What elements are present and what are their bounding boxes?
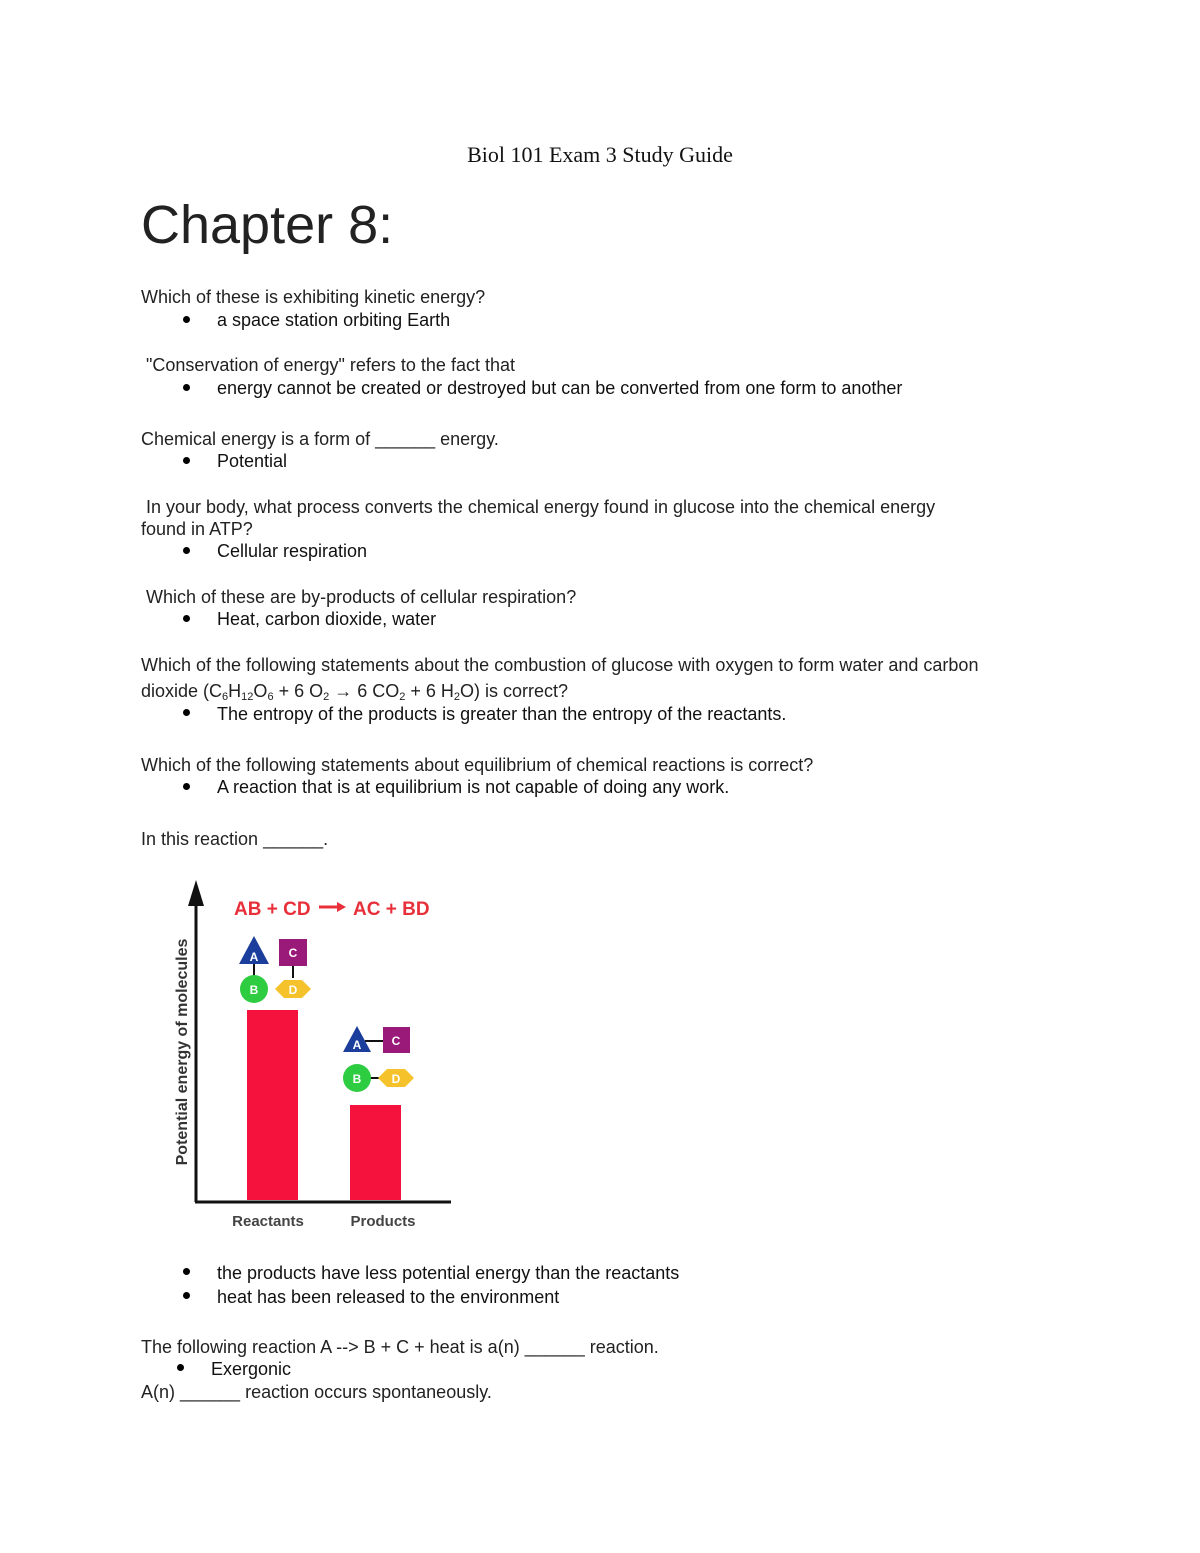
bullet <box>183 316 190 323</box>
question-4-line-1: In your body, what process converts the chemical energy found in glucose into the chemical energy <box>141 497 936 517</box>
letter-c: C <box>288 946 298 960</box>
answer-5: Heat, carbon dioxide, water <box>217 609 437 629</box>
question-3: Chemical energy is a form of ______ energy. <box>141 429 499 449</box>
letter-b: B <box>352 1072 362 1086</box>
answer-1: a space station orbiting Earth <box>217 310 451 330</box>
letter-d: D <box>288 983 298 997</box>
question-6-line-2: dioxide ($C_6H_{12}O_6 + 6$ $O_2 \to 6$ $CO_2 + 6$ $H_2O$) is correct? <box>141 681 569 703</box>
molecule-bd <box>343 1064 414 1092</box>
question-5: Which of these are by-products of cellular respiration? <box>141 587 577 607</box>
equation-right: AC + BD <box>353 899 430 920</box>
answer-9: Exergonic <box>211 1359 292 1379</box>
question-2: "Conservation of energy" refers to the fact that <box>141 355 515 375</box>
chapter-heading: Chapter 8: <box>141 195 394 255</box>
letter-c: C <box>391 1034 401 1048</box>
y-axis-label: Potential energy of molecules <box>174 938 191 1166</box>
letter-a: A <box>249 950 259 964</box>
bullet <box>177 1364 184 1371</box>
question-9: The following reaction A --> B + C + heat is a(n) ______ reaction. <box>141 1337 659 1357</box>
letter-b: B <box>249 983 259 997</box>
potential-energy-figure <box>165 870 465 1240</box>
bullet <box>183 384 190 391</box>
letter-d: D <box>391 1072 401 1086</box>
answer-2: energy cannot be created or destroyed but can be converted from one form to another <box>217 378 903 398</box>
answer-4: Cellular respiration <box>217 541 368 561</box>
answer-7: A reaction that is at equilibrium is not capable of doing any work. <box>217 777 730 797</box>
bullet <box>183 615 190 622</box>
question-7: Which of the following statements about equilibrium of chemical reactions is correct? <box>141 755 814 775</box>
molecule-ac <box>343 1026 410 1053</box>
answer-6: The entropy of the products is greater than the entropy of the reactants. <box>217 704 787 724</box>
question-10: A(n) ______ reaction occurs spontaneously. <box>141 1382 492 1402</box>
molecule-ab <box>239 936 269 1003</box>
question-1: Which of these is exhibiting kinetic energy? <box>141 287 486 307</box>
molecule-cd <box>275 939 311 998</box>
bullet <box>183 783 190 790</box>
answer-3: Potential <box>217 451 288 471</box>
answer-8a: the products have less potential energy than the reactants <box>217 1263 680 1283</box>
letter-a: A <box>352 1038 362 1052</box>
bar-products <box>350 1105 401 1200</box>
question-6-line-1: Which of the following statements about the combustion of glucose with oxygen to form water and carbon <box>141 655 979 675</box>
bar-reactants <box>247 1010 298 1200</box>
x-label-reactants: Reactants <box>232 1213 304 1230</box>
bullet <box>183 457 190 464</box>
question-4-line-2: found in ATP? <box>141 519 253 539</box>
bullet <box>183 1268 190 1275</box>
bullet <box>183 709 190 716</box>
bullet <box>183 547 190 554</box>
bullet <box>183 1292 190 1299</box>
page-title: Biol 101 Exam 3 Study Guide <box>467 142 733 167</box>
x-label-products: Products <box>350 1213 416 1230</box>
answer-8b: heat has been released to the environment <box>217 1287 560 1307</box>
question-8: In this reaction ______. <box>141 829 329 849</box>
reaction-arrow <box>319 902 346 912</box>
equation-left: AB + CD <box>234 899 311 920</box>
